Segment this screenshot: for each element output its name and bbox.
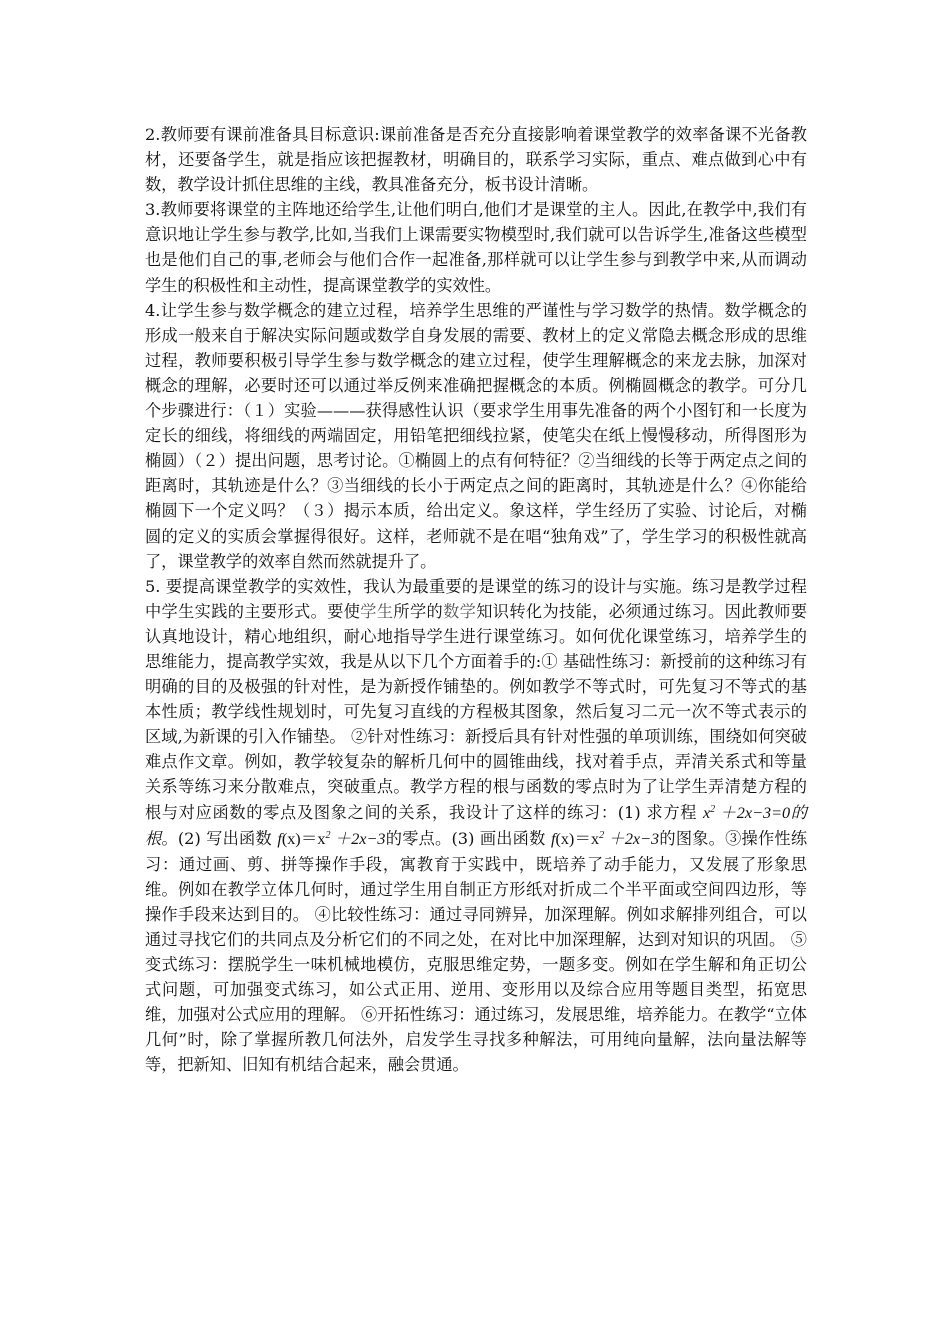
paragraph-5-text-d: 。(2) 写出函数 bbox=[161, 828, 278, 848]
paragraph-5-text-e: 的零点。(3) 画出函数 bbox=[385, 828, 551, 848]
equation-1: $x^2 +2x-3=0$的根 bbox=[145, 803, 807, 848]
paragraph-5-text-f: 的图象。③操作性练习：通过画、剪、拼等操作手段，寓教育于实践中，既培养了动手能力，又发展了形象思维。例如在教学立体几何时，通过学生用自制正方形纸对折成二个半平面或空间四边形，等操作手段来达到目的。 ④比较性练习：通过寻同辨异，加深理解。例如求解排列组合，可以通过寻找它们的共同点及分析它们的不同之处，在对比中加深理解，达到对知识的巩固。 ⑤变式练习：摆脱学生一味机械地模仿，克服思维定势，一题多变。例如在学生解和角正切公式问题，可加强变式练习，如公式正用、逆用、变形用以及综合应用等题目类型，拓宽思维，加强对公式应用的理解。 ⑥开拓性练习：通过练习，发展思维，培养能力。在教学“立体几何”时，除了掌握所教几何法外，启发学生寻找多种解法，可用纯向量解，法向量法解等等，把新知、旧知有机结合起来，融会贯通。 bbox=[145, 828, 808, 1075]
highlight-term-students: 学生 bbox=[360, 601, 394, 621]
paragraph-5-text-b: 所学的 bbox=[393, 601, 444, 621]
paragraph-5-text-c: 知识转化为技能，必须通过练习。因此教师要认真地设计，精心地组织，耐心地指导学生进行课堂练习。如何优化课堂练习，培养学生的思维能力，提高教学实效，我是从以下几个方面着手的:① 基础性练习：新授前的这种练习有明确的目的及极强的针对性，是为新授作铺垫的。例如教学不等式时，可先复习不等式的基本性质；教学线性规划时，可先复习直线的方程极其图象，然后复习二元一次不等式表示的区域,为新课的引入作铺垫。 ②针对性练习：新授后具有针对性强的单项训练，围绕如何突破难点作文章。例如，教学较复杂的解析几何中的圆锥曲线，找对着手点，弄清关系式和等量关系等练习来分散难点，突破重点。教学方程的根与函数的零点时为了让学生弄清楚方程的根与对应函数的零点及图象之间的关系，我设计了这样的练习：(1) 求方程 bbox=[145, 601, 808, 822]
paragraph-4: 4.让学生参与数学概念的建立过程，培养学生思维的严谨性与学习数学的热情。数学概念的形成一般来自于解决实际问题或数学自身发展的需要、教材上的定义常隐去概念形成的思维过程，教师要积极引导学生参与数学概念的建立过程，使学生理解概念的来龙去脉，加深对概念的理解，必要时还可以通过举反例来准确把握概念的本质。例椭圆概念的教学。可分几个步骤进行：（１）实验———获得感性认识（要求学生用事先准备的两个小图钉和一长度为定长的细线，将细线的两端固定，用铅笔把细线拉紧，使笔尖在纸上慢慢移动，所得图形为椭圆）（２）提出问题，思考讨论。①椭圆上的点有何特征？②当细线的长等于两定点之间的距离时，其轨迹是什么？③当细线的长小于两定点之间的距离时，其轨迹是什么？④你能给椭圆下一个定义吗？（３）揭示本质，给出定义。象这样，学生经历了实验、讨论后，对椭圆的定义的实质会掌握得很好。这样，老师就不是在唱“独角戏”了，学生学习的积极性就高了，课堂教学的效率自然而然就提升了。 bbox=[145, 300, 807, 571]
paragraph-5 bbox=[145, 574, 807, 1078]
paragraph-5-text-a: 5. 要提高课堂教学的实效性，我认为最重要的是课堂的练习的设计与实施。练习是教学过程中学生实践的主要形式。要使 bbox=[145, 576, 807, 621]
function-expression-1: $f(x)=x^2 +2x-3$ bbox=[277, 829, 386, 848]
function-expression-2: $f(x)=x^2 +2x-3$ bbox=[550, 829, 660, 848]
paragraph-3: 3.教师要将课堂的主阵地还给学生,让他们明白,他们才是课堂的主人。因此,在教学中,我们有意识地让学生参与教学,比如,当我们上课需要实物模型时,我们就可以告诉学生,准备这些模型也是他们自己的事,老师会与他们合作一起准备,那样就可以让学生参与到教学中来,从而调动学生的积极性和主动性，提高课堂教学的实效性。 bbox=[145, 200, 807, 295]
document-body bbox=[145, 122, 807, 1078]
paragraph-2: 2.教师要有课前准备具目标意识:课前准备是否充分直接影响着课堂教学的效率备课不光备教材，还要备学生，就是指应该把握教材，明确目的，联系学习实际，重点、难点做到心中有数，教学设计抓住思维的主线，教具准备充分，板书设计清晰。 bbox=[145, 125, 807, 195]
highlight-term-math: 数学 bbox=[443, 601, 477, 621]
